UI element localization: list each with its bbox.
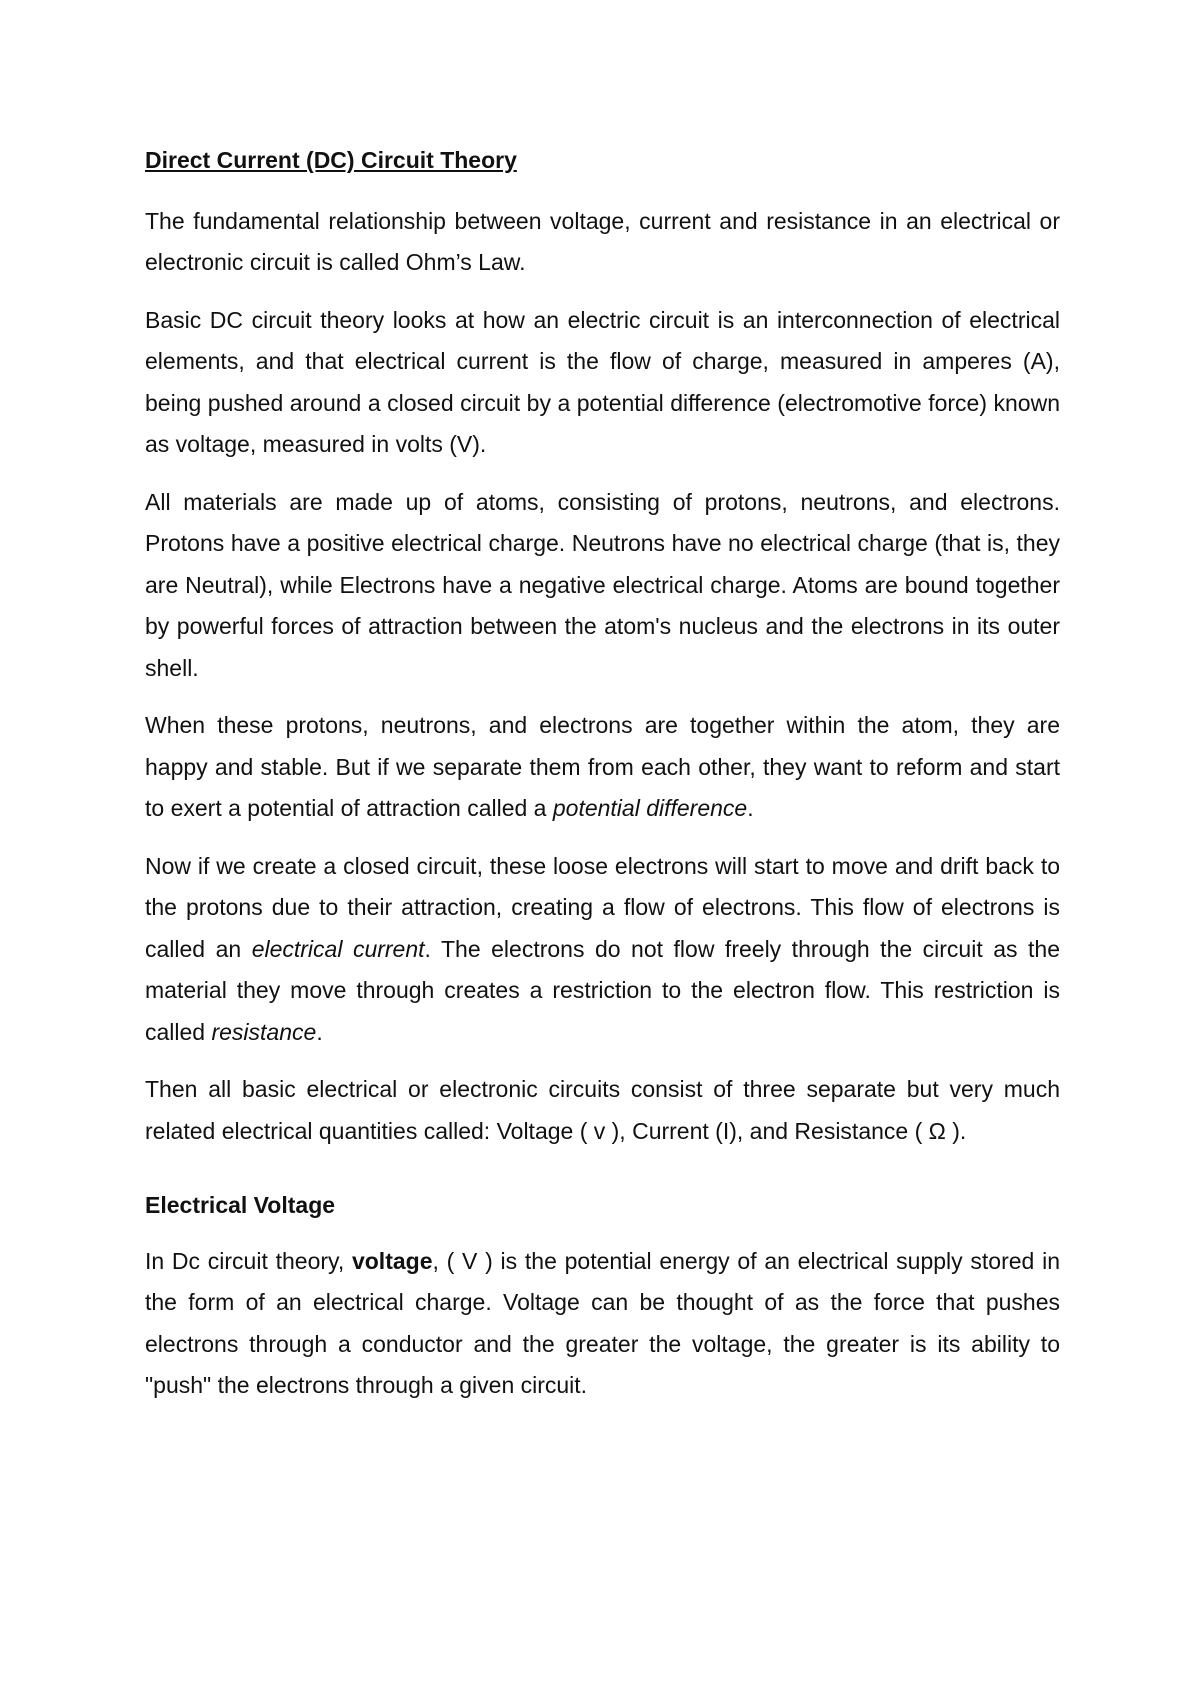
paragraph-text: , ( V ) is the potential energy of an electrical supply stored in the form of an electrical charge. Voltage can be thought of as the force that pushes electrons through a conductor and the greater the voltage, the greater is its ability to "push" the electrons through a given circuit. bbox=[145, 1247, 1060, 1398]
paragraph-atoms: All materials are made up of atoms, consisting of protons, neutrons, and electrons. Protons have a positive electrical charge. Neutrons have no electrical charge (that is, they are Neutral), while Electrons have a negative electrical charge. Atoms are bound together by powerful forces of attraction between the atom's nucleus and the electrons in its outer shell. bbox=[145, 488, 1060, 681]
paragraph-potential-difference bbox=[145, 705, 1060, 830]
bold-voltage: voltage bbox=[351, 1247, 433, 1274]
paragraph-electrical-current bbox=[145, 846, 1060, 1054]
paragraph-text: In Dc circuit theory, bbox=[145, 1247, 352, 1274]
paragraph-text: When these protons, neutrons, and electrons are together within the atom, they are happy and stable. But if we separate them from each other, they want to reform and start to exert a potential of attraction called a bbox=[145, 712, 1060, 821]
paragraph-end: . bbox=[747, 795, 754, 821]
paragraph-text: Now if we create a closed circuit, these loose electrons will start to move and drift back to the protons due to their attraction, creating a flow of electrons. This flow of electrons is called an bbox=[145, 852, 1060, 962]
paragraph-end: . bbox=[316, 1018, 323, 1045]
document-title: Direct Current (DC) Circuit Theory bbox=[145, 147, 517, 173]
paragraph-quantities: Then all basic electrical or electronic circuits consist of three separate but very much related electrical quantities called: Voltage ( v ), Current (I), and Resistance ( Ω ). bbox=[145, 1076, 1060, 1144]
section-heading-electrical-voltage: Electrical Voltage bbox=[145, 1192, 336, 1218]
paragraph-text: . The electrons do not flow freely through the circuit as the material they move through creates a restriction to the electron flow. This restriction is called bbox=[145, 935, 1060, 1045]
document-body bbox=[145, 140, 1060, 1423]
paragraph-ohms-law: The fundamental relationship between voltage, current and resistance in an electrical or electronic circuit is called Ohm’s Law. bbox=[145, 207, 1060, 275]
emphasis-potential-difference: potential difference bbox=[552, 795, 748, 821]
emphasis-resistance: resistance bbox=[211, 1018, 317, 1045]
paragraph-voltage-definition bbox=[145, 1241, 1060, 1407]
emphasis-electrical-current: electrical current bbox=[251, 935, 425, 962]
paragraph-basic-dc-theory: Basic DC circuit theory looks at how an electric circuit is an interconnection of electrical elements, and that electrical current is the flow of charge, measured in amperes (A), being pushed around a closed circuit by a potential difference (electromotive force) known as voltage, measured in volts (V). bbox=[145, 306, 1060, 457]
